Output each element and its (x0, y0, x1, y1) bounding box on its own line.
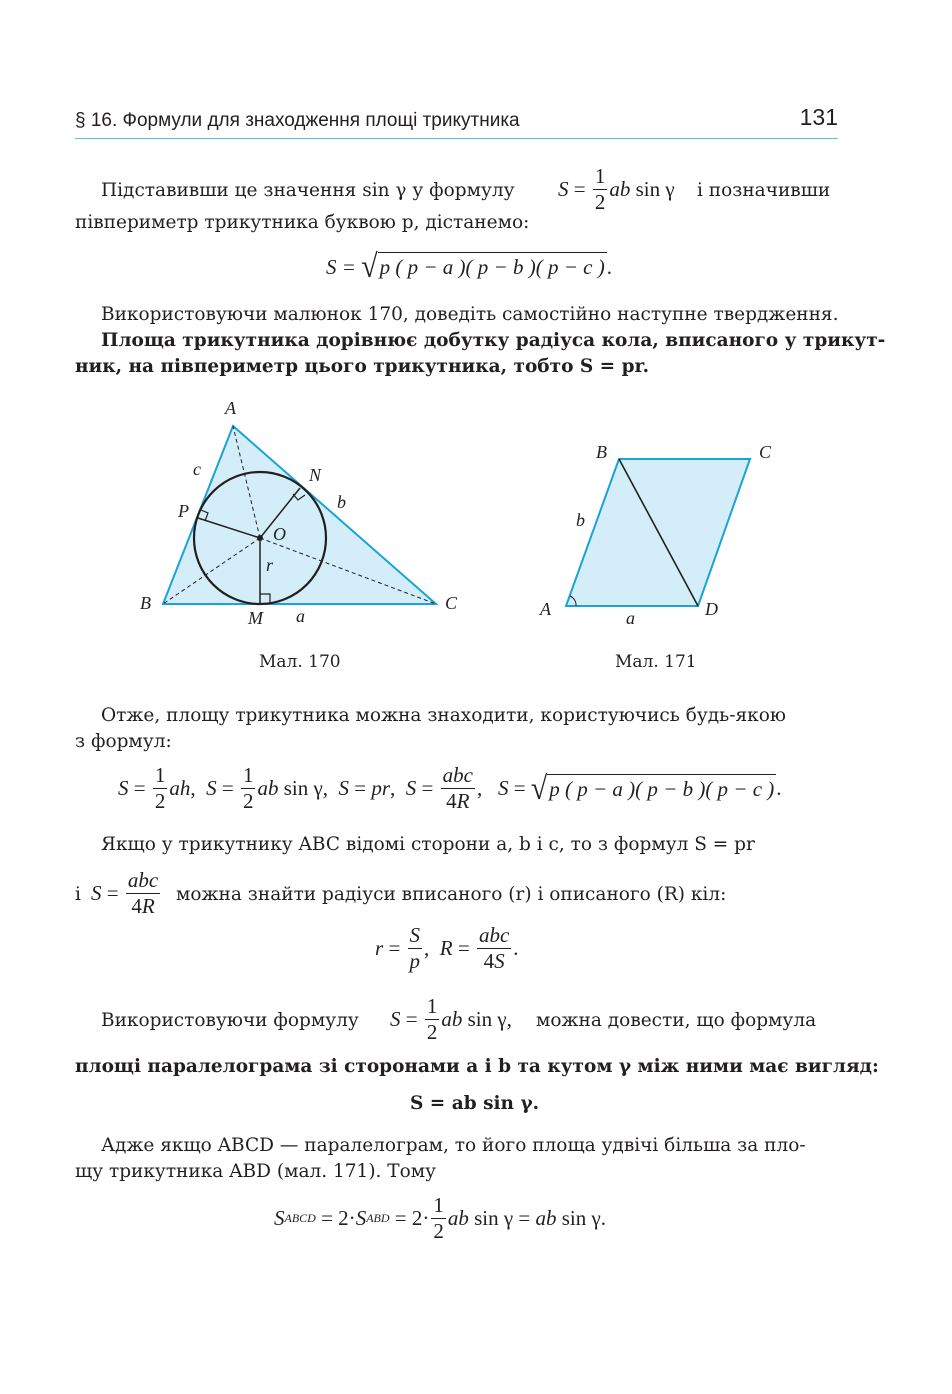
square-root: √ p ( p − a )( p − b )( p − c ) (361, 248, 605, 285)
incenter-point (257, 535, 263, 541)
label-c-vertex: C (445, 593, 458, 613)
p1-text-start: Підставивши це значення sin γ у формулу (101, 180, 515, 201)
formula-half-ab-sin-2: S = $\frac{1}{2}$ ab sin γ, (390, 994, 512, 1044)
label-p: P (178, 501, 189, 521)
p5-line-1-end: можна довести, що формула (536, 1010, 817, 1031)
caption-fig-171: Мал. 171 (615, 652, 697, 672)
label-r: r (266, 555, 274, 575)
page-number: 131 (799, 104, 838, 130)
formula-s-half-ab-sin: S = $\frac{1}{2}$ ab sin γ (558, 164, 675, 214)
label-n: N (309, 465, 322, 485)
label-b-vertex: B (140, 593, 151, 613)
p4-line-2-start: і (75, 884, 81, 905)
paragraph-1-line-1 (101, 178, 515, 204)
label-b-vertex: B (596, 442, 607, 462)
label-side-a: a (296, 606, 305, 626)
formula-parallelogram-area: S = ab sin γ. (410, 1093, 540, 1114)
figure-171-parallelogram (530, 435, 790, 635)
figure-170-triangle (130, 390, 470, 640)
paragraph-6-line-1: Адже якщо ABCD — паралелограм, то його площа удвічі більша за пло- (101, 1135, 806, 1156)
caption-fig-170: Мал. 170 (259, 652, 341, 672)
theorem-line-1: Площа трикутника дорівнює добутку радіуса кола, вписаного у трикут- (101, 330, 886, 351)
label-side-a: a (626, 608, 635, 628)
page-header (75, 104, 838, 139)
formula-final: S ABCD = 2· S ABD = 2· $\frac{1}{2}$ ab sin γ = ab sin γ. (274, 1193, 607, 1243)
label-o: O (273, 524, 286, 544)
p4-line-2-end: можна знайти радіуси вписаного (r) і описаного (R) кіл: (176, 884, 727, 905)
paragraph-5-bold: площі паралелограма зі сторонами a і b та кутом γ між ними має вигляд: (75, 1056, 879, 1077)
label-d-vertex: D (705, 599, 718, 619)
heron-radicand: p ( p − a )( p − b )( p − c ) (378, 252, 607, 282)
paragraph-1-line-2: півпериметр трикутника буквою p, дістанемо: (75, 212, 530, 233)
label-c-vertex: C (759, 442, 772, 462)
paragraph-3-line-2: з формул: (75, 731, 172, 752)
paragraph-4-line-1: Якщо у трикутнику ABC відомі сторони a, b і c, то з формул S = pr (101, 834, 755, 855)
heron-lhs: S = (326, 254, 356, 279)
label-m: M (248, 608, 263, 628)
label-a-vertex: A (540, 599, 551, 619)
label-a-vertex: A (225, 398, 236, 418)
paragraph-3-line-1: Отже, площу трикутника можна знаходити, користуючись будь-якою (101, 705, 786, 726)
section-title: § 16. Формули для знаходження площі трикутника (75, 110, 520, 131)
p1-text-end: і позначивши (697, 180, 831, 201)
heron-end: . (606, 254, 612, 279)
label-side-b: b (337, 492, 346, 512)
p5-line-1-start: Використовуючи формулу (101, 1010, 359, 1031)
triangle-abc (163, 426, 436, 604)
formula-abc-4r: S = $\frac{\text{abc}}{4R}$ (91, 868, 159, 918)
paragraph-2-line-1: Використовуючи малюнок 170, доведіть самостійно наступне твердження. (101, 304, 839, 325)
fraction-one-half: $\frac{1}{2}$ (594, 164, 606, 214)
formula-heron (326, 248, 612, 285)
label-side-c: c (193, 459, 201, 479)
formula-radii: r = $\frac{S}{p}$ , R = $\frac{\text{abc}}{4S}$ . (375, 923, 519, 973)
label-side-b: b (576, 510, 585, 530)
formulas-list: S = $\frac{1}{2}$ ah , S = $\frac{1}{2}$ ab sin γ, S = pr , S = $\frac{\text{abc}}{4R}$ , S = √ p ( p − a )( p − b )( p − c ) . (118, 763, 782, 813)
theorem-line-2: ник, на півпериметр цього трикутника, тобто S = pr. (75, 356, 650, 377)
paragraph-6-line-2: щу трикутника ABD (мал. 171). Тому (75, 1161, 437, 1182)
